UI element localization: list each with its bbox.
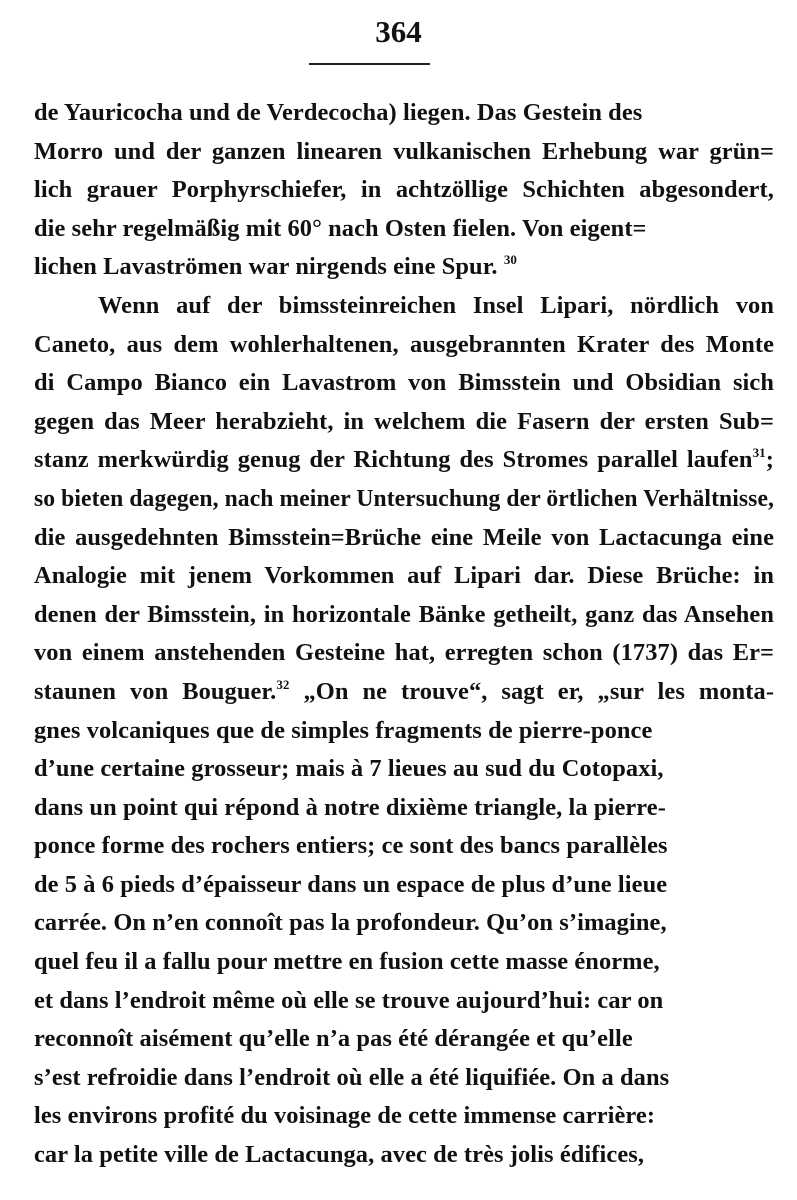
text-line: lichen Lavaströmen war nirgends eine Spur. $^{30}$	[34, 252, 518, 281]
text-line: carrée. On n’en connoît pas la profondeur. Qu’on s’imagine,	[34, 909, 667, 937]
text-line: di Campo Bianco ein Lavastrom von Bimsstein und Obsidian sich	[34, 369, 774, 397]
text-line: s’est refroidie dans l’endroit où elle a été liquifiée. On a dans	[34, 1063, 670, 1091]
text-line: stanz merkwürdig genug der Richtung des Stromes parallel laufen$^{31}$;	[34, 445, 774, 474]
text-line: gnes volcaniques que de simples fragments de pierre-ponce	[34, 716, 653, 744]
text-line: so bieten dagegen, nach meiner Untersuchung der örtlichen Verhältnisse,	[34, 484, 774, 512]
text-line: d’une certaine grosseur; mais à 7 lieues au sud du Cotopaxi,	[34, 755, 664, 783]
text-line: de Yauricocha und de Verdecocha) liegen. Das Gestein des	[34, 99, 643, 126]
text-line: die sehr regelmäßig mit 60° nach Osten fielen. Von eigent=	[34, 214, 647, 242]
text-line: Morro und der ganzen linearen vulkanischen Erhebung war grün=	[34, 137, 774, 165]
page-number: 364	[375, 14, 422, 49]
text-line: Caneto, aus dem wohlerhaltenen, ausgebrannten Krater des Monte	[34, 330, 774, 358]
footnote-ref-32: 32	[276, 676, 290, 692]
text-line: die ausgedehnten Bimsstein=Brüche eine Meile von Lactacunga eine	[34, 523, 774, 551]
text-line-paragraph-start: Wenn auf der bimssteinreichen Insel Lipari, nördlich von	[98, 291, 774, 319]
footnote-ref-31: 31	[752, 445, 766, 461]
text-line: et dans l’endroit même où elle se trouve aujourd’hui: car on	[34, 986, 664, 1014]
text-line: lich grauer Porphyrschiefer, in achtzöllige Schichten abgesondert,	[34, 176, 774, 204]
text-line: de 5 à 6 pieds d’épaisseur dans un espace de plus d’une lieue	[34, 870, 668, 898]
header-rule	[309, 63, 430, 65]
body-text	[34, 94, 774, 1175]
text-line: reconnoît aisément qu’elle n’a pas été dérangée et qu’elle	[34, 1025, 633, 1053]
text-line: ponce forme des rochers entiers; ce sont des bancs parallèles	[34, 832, 668, 860]
text-line: quel feu il a fallu pour mettre en fusion cette masse énorme,	[34, 948, 660, 976]
text-line: les environs profité du voisinage de cette immense carrière:	[34, 1102, 656, 1130]
text-line: dans un point qui répond à notre dixième triangle, la pierre-	[34, 793, 666, 821]
text-line: von einem anstehenden Gesteine hat, erregten schon (1737) das Er=	[34, 639, 774, 667]
text-line: gegen das Meer herabzieht, in welchem die Fasern der ersten Sub=	[34, 407, 774, 435]
text-line: Analogie mit jenem Vorkommen auf Lipari dar. Diese Brüche: in	[34, 562, 774, 590]
text-line: staunen von Bouguer.$^{32}$ „On ne trouve“, sagt er, „sur les monta-	[34, 676, 774, 705]
text-line: denen der Bimsstein, in horizontale Bänke getheilt, ganz das Ansehen	[34, 600, 774, 628]
text-line: car la petite ville de Lactacunga, avec de très jolis édifices,	[34, 1141, 645, 1169]
footnote-ref-30: 30	[503, 252, 518, 268]
